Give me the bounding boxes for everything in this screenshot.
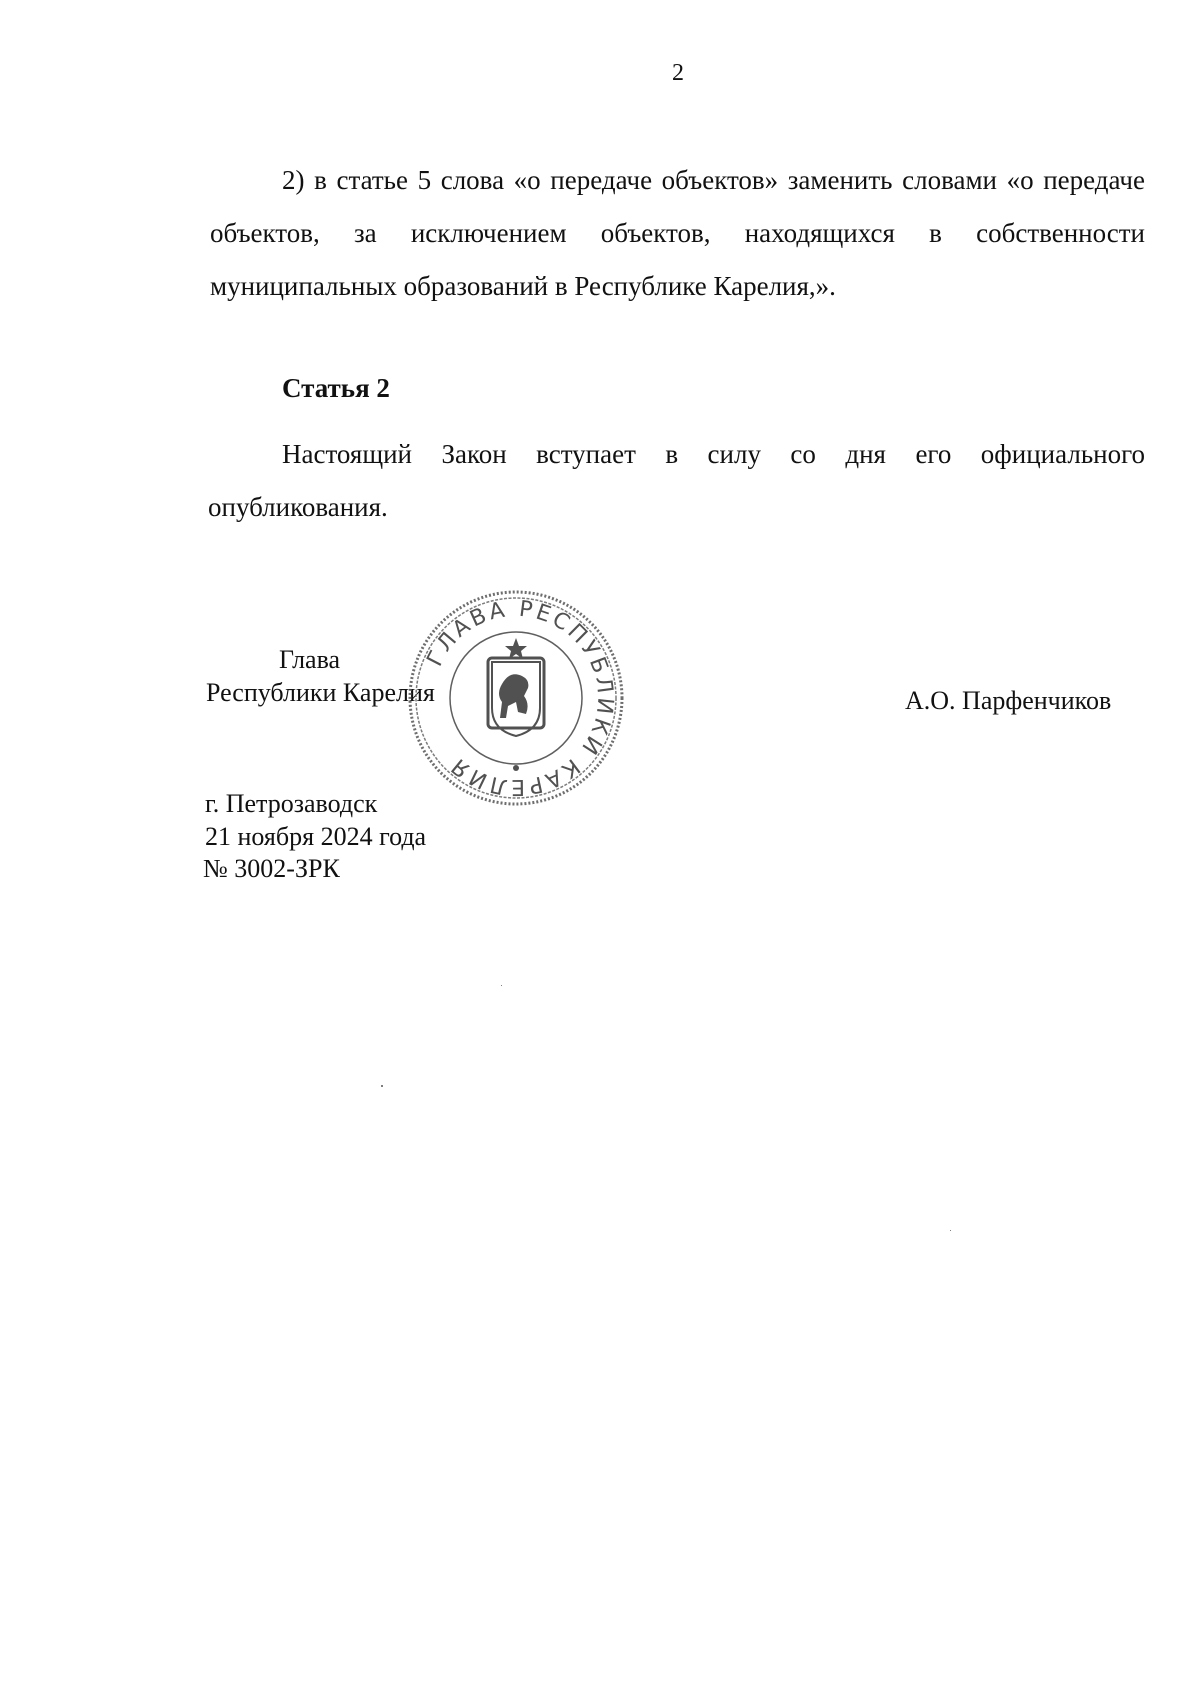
- issue-place: г. Петрозаводск: [205, 789, 378, 818]
- effective-date-paragraph: Настоящий Закон вступает в силу со дня его официального опубликования.: [208, 439, 1145, 522]
- svg-text:ГЛАВА РЕСПУБЛИКИ КАРЕЛИЯ: ГЛАВА РЕСПУБЛИКИ КАРЕЛИЯ: [422, 596, 618, 800]
- signatory-name: А.О. Парфенчиков: [905, 686, 1112, 715]
- amendment-paragraph: 2) в статье 5 слова «о передаче объектов» заменить словами «о передаче объектов, за исключением объектов, находящихся в собственности муниципальных образований в Республике Карелия,».: [210, 165, 1145, 301]
- signatory-office: Республики Карелия: [206, 678, 435, 707]
- scan-speck: [501, 985, 502, 986]
- article-heading: Статья 2: [282, 373, 390, 403]
- issue-date: 21 ноября 2024 года: [205, 822, 427, 851]
- signatory-title: Глава: [279, 645, 341, 674]
- scan-speck: [381, 1085, 383, 1087]
- page-number: 2: [672, 60, 684, 86]
- official-seal-icon: [406, 588, 626, 808]
- law-number: № 3002-ЗРК: [203, 854, 340, 883]
- scan-speck: [950, 1230, 951, 1231]
